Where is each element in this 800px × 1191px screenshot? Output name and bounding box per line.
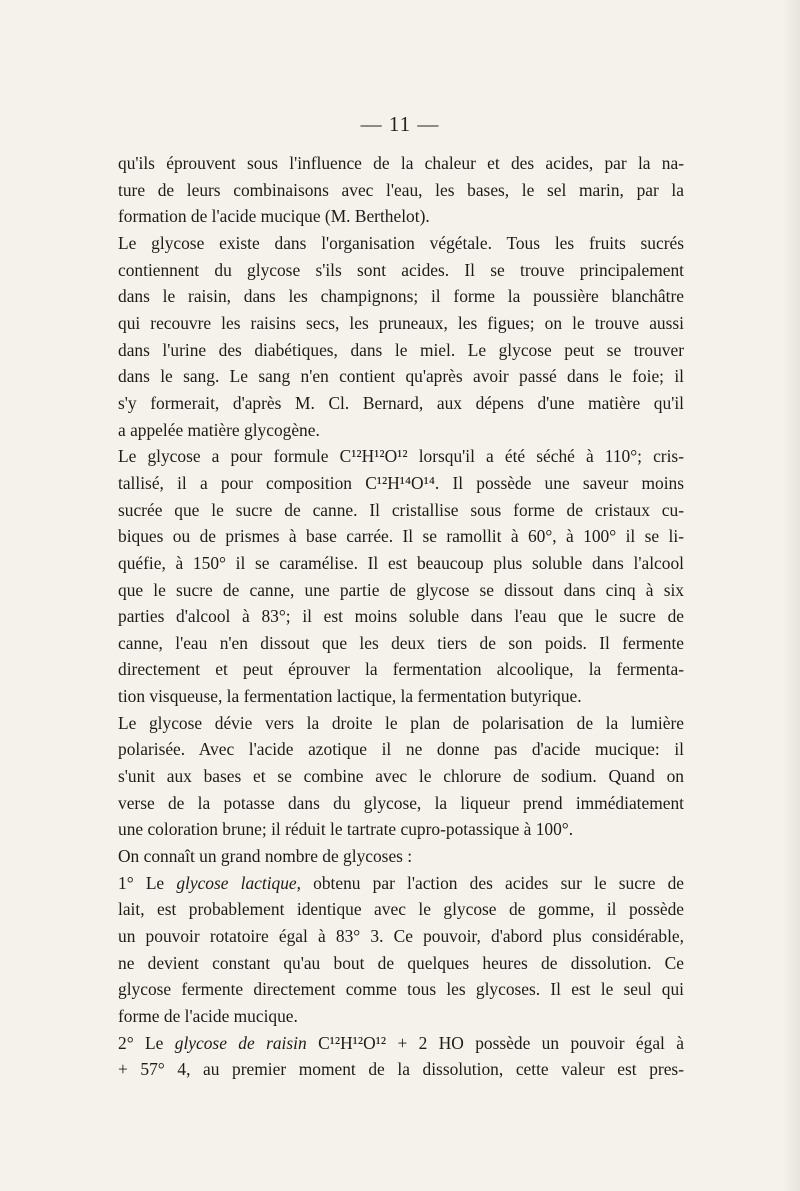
text-line: quéfie, à 150° il se caramélise. Il est beaucoup plus soluble dans l'alcool — [118, 552, 684, 573]
text-line: Le glycose a pour formule C¹²H¹²O¹² lorsqu'il a été séché à 110°; cris- — [118, 446, 684, 467]
text-line: dans le sang. Le sang n'en contient qu'après avoir passé dans le foie; il — [118, 366, 684, 387]
text-line: biques ou de prismes à base carrée. Il se ramollit à 60°, à 100° il se li- — [118, 526, 684, 547]
text-line: sucrée que le sucre de canne. Il cristallise sous forme de cristaux cu- — [118, 499, 684, 520]
text-line: que le sucre de canne, une partie de glycose se dissout dans cinq à six — [118, 579, 684, 600]
text-line: s'unit aux bases et se combine avec le chlorure de sodium. Quand on — [118, 766, 684, 787]
text-line: canne, l'eau n'en dissout que les deux tiers de son poids. Il fermente — [118, 632, 684, 653]
text-line: un pouvoir rotatoire égal à 83° 3. Ce pouvoir, d'abord plus considérable, — [118, 926, 684, 947]
text-line: a appelée matière glycogène. — [118, 419, 320, 440]
text-line: Le glycose existe dans l'organisation végétale. Tous les fruits sucrés — [118, 232, 684, 253]
text-line: parties d'alcool à 83°; il est moins soluble dans l'eau que le sucre de — [118, 606, 684, 627]
page-edge-shadow — [782, 0, 800, 1191]
text-line: polarisée. Avec l'acide azotique il ne donne pas d'acide mucique: il — [118, 739, 684, 760]
page-number: — 11 — — [360, 112, 440, 136]
text-line: dans le raisin, dans les champignons; il forme la poussière blanchâtre — [118, 286, 684, 307]
text-line: lait, est probablement identique avec le glycose de gomme, il possède — [118, 899, 684, 920]
text-line: Le glycose dévie vers la droite le plan de polarisation de la lumière — [118, 712, 684, 733]
text-line: directement et peut éprouver la fermentation alcoolique, la fermenta- — [118, 659, 684, 680]
text-line: qui recouvre les raisins secs, les pruneaux, les figues; on le trouve aussi — [118, 312, 684, 333]
text-line: tion visqueuse, la fermentation lactique, la fermentation butyrique. — [118, 686, 582, 707]
text-line: qu'ils éprouvent sous l'influence de la chaleur et des acides, par la na- — [118, 153, 684, 173]
text-line: dans l'urine des diabétiques, dans le miel. Le glycose peut se trouver — [118, 339, 684, 360]
text-line: 1° Le glycose lactique, obtenu par l'action des acides sur le sucre de — [118, 872, 685, 893]
text-line: ne devient constant qu'au bout de quelques heures de dissolution. Ce — [118, 952, 684, 973]
text-line: formation de l'acide mucique (M. Berthelot). — [118, 206, 430, 227]
body-text — [118, 150, 684, 1083]
text-line: + 57° 4, au premier moment de la dissolution, cette valeur est pres- — [118, 1059, 684, 1080]
text-line: tallisé, il a pour composition C¹²H¹⁴O¹⁴. Il possède une saveur moins — [118, 472, 684, 493]
text-line: une coloration brune; il réduit le tartrate cupro-potassique à 100°. — [118, 819, 574, 840]
text-line: glycose fermente directement comme tous les glycoses. Il est le seul qui — [118, 979, 684, 1000]
text-line: On connaît un grand nombre de glycoses : — [118, 846, 413, 867]
text-line: verse de la potasse dans du glycose, la liqueur prend immédiatement — [118, 792, 684, 813]
text-line: forme de l'acide mucique. — [118, 1006, 298, 1026]
text-line: ture de leurs combinaisons avec l'eau, les bases, le sel marin, par la — [118, 179, 684, 200]
text-line: 2° Le glycose de raisin C¹²H¹²O¹² + 2 HO possède un pouvoir égal à — [118, 1032, 684, 1053]
text-line: s'y formerait, d'après M. Cl. Bernard, aux dépens d'une matière qu'il — [118, 392, 684, 413]
text-line: contiennent du glycose s'ils sont acides. Il se trouve principalement — [118, 259, 684, 280]
